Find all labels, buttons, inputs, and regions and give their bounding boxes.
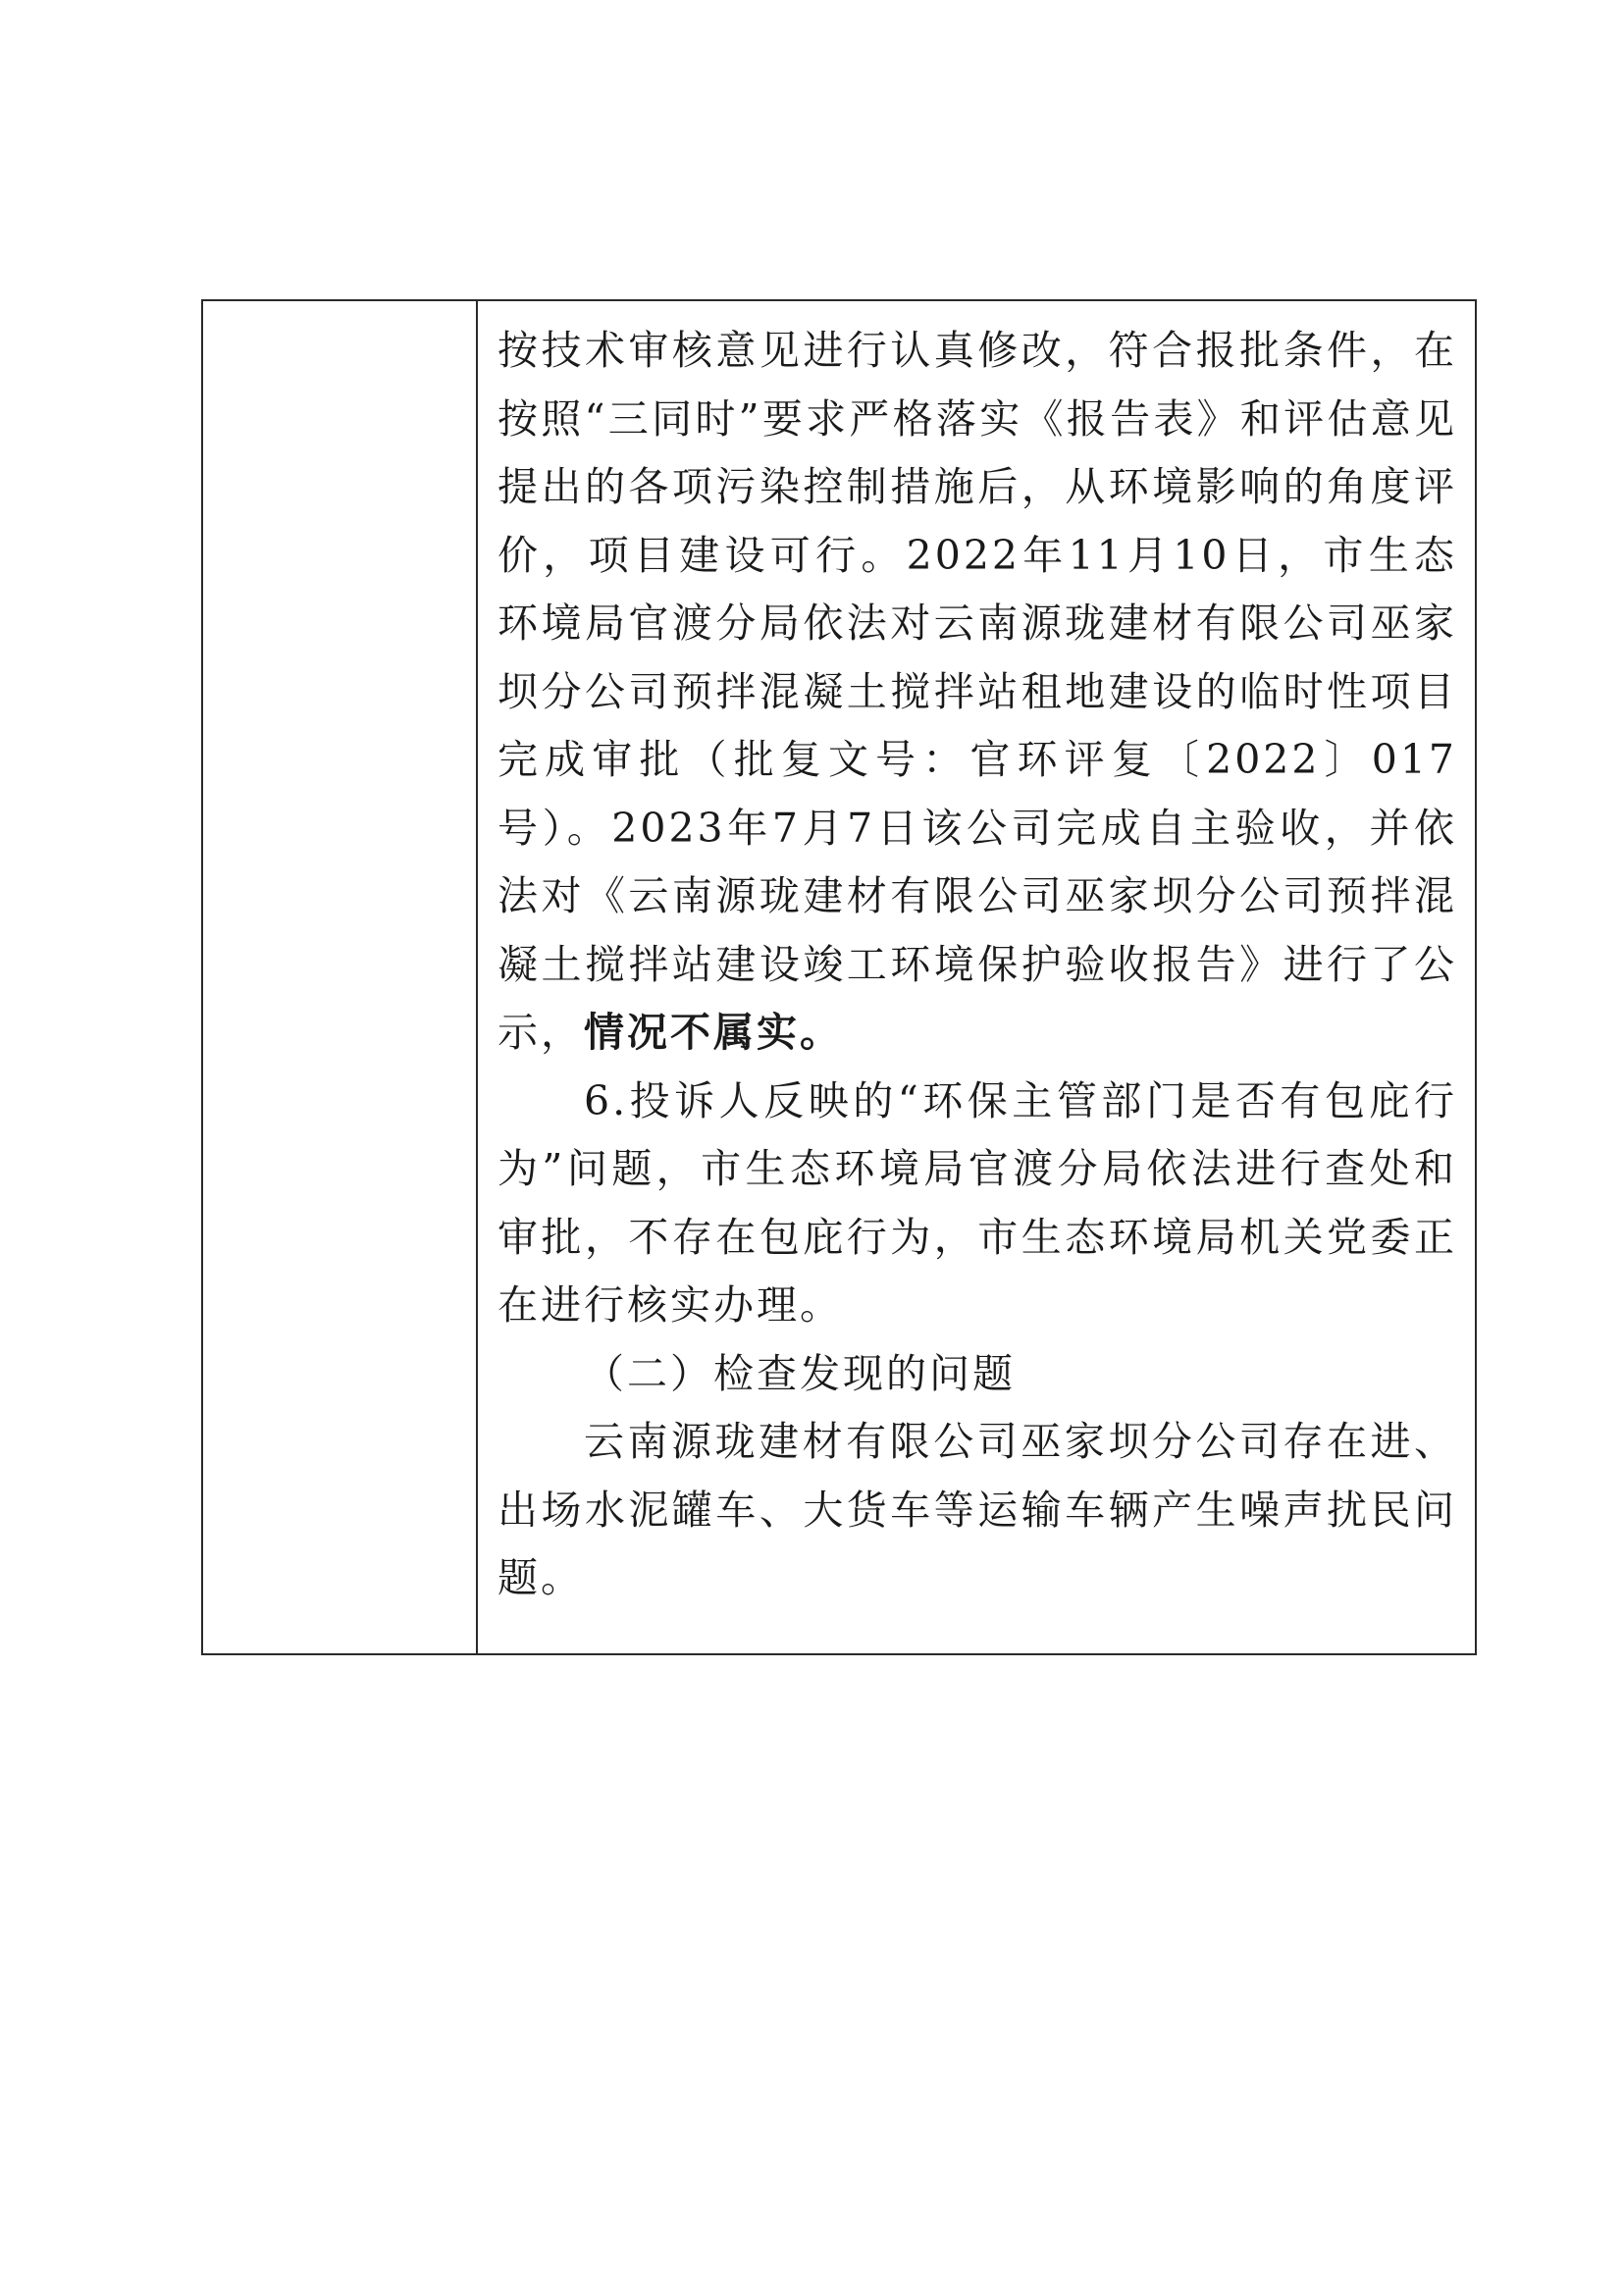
paragraph-item-6: 6.投诉人反映的“环保主管部门是否有包庇行为”问题，市生态环境局官渡分局依法进行查处和审批，不存在包庇行为，市生态环境局机关党委正在进行核实办理。 <box>497 1076 1457 1329</box>
conclusion-text: 情况不属实。 <box>584 1009 843 1056</box>
table-right-cell <box>478 301 1475 1653</box>
paragraph-problem-found: 云南源珑建材有限公司巫家坝分公司存在进、出场水泥罐车、大货车等运输车辆产生噪声扰民问题。 <box>497 1418 1457 1601</box>
document-table <box>201 299 1477 1655</box>
table-left-cell <box>203 301 478 1653</box>
section-heading: （二）检查发现的问题 <box>584 1349 1016 1397</box>
paragraph-review-result <box>497 317 1457 1068</box>
paragraph-text: 按技术审核意见进行认真修改，符合报批条件，在按照“三同时”要求严格落实《报告表》和评估意见提出的各项污染控制措施后，从环境影响的角度评价，项目建设可行。2022年11月10日，市生态环境局官渡分局依法对云南源珑建材有限公司巫家坝分公司预拌混凝土搅拌站租地建设的临时性项目完成审批（批复文号：官环评复〔2022〕017号）。2023年7月7日该公司完成自主验收，并依法对《云南源珑建材有限公司巫家坝分公司预拌混凝土搅拌站建设竣工环境保护验收报告》进行了公示， <box>497 327 1457 1056</box>
